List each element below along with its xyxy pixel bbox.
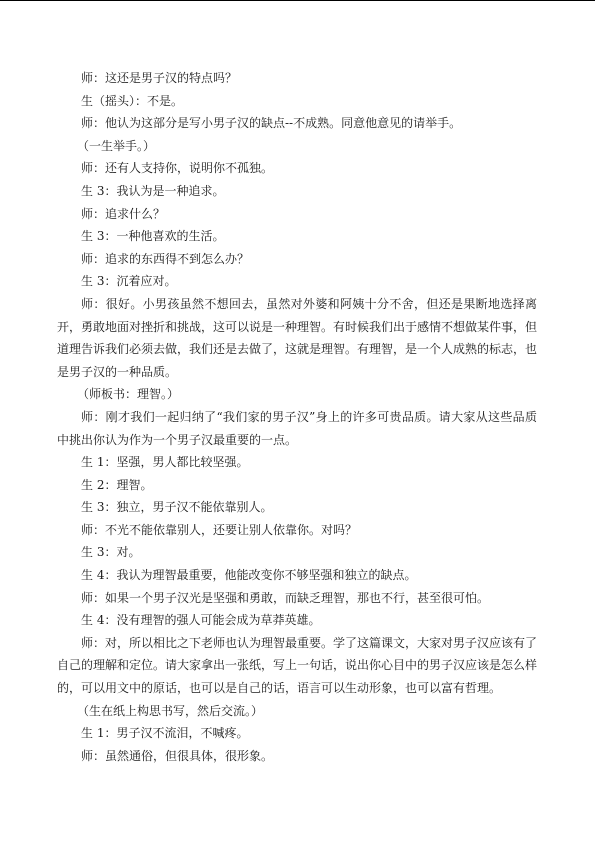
- dialogue-line: 生 3：沉着应对。: [81, 274, 177, 289]
- dialogue-line: 生 4：我认为理智最重要，他能改变你不够坚强和独立的缺点。: [81, 568, 417, 583]
- dialogue-line: 师：这还是男子汉的特点吗？: [81, 71, 238, 85]
- dialogue-line: 师：虽然通俗，但很具体，很形象。: [81, 748, 274, 763]
- stage-note: （师板书：理智。）: [77, 387, 180, 402]
- dialogue-line: 师：还有人支持你，说明你不孤独。: [81, 161, 274, 176]
- dialogue-paragraph: 师：刚才我们一起归纳了“我们家的男子汉”身上的许多可贵品质。请大家从这些品质中挑出你认为作为一个男子汉最重要的一点。: [57, 409, 537, 447]
- dialogue-line: 师：追求的东西得不到怎么办？: [81, 251, 250, 266]
- dialogue-line: 师：如果一个男子汉光是坚强和勇敢，而缺乏理智，那也不行，甚至很可怕。: [81, 590, 490, 605]
- dialogue-paragraph: 师：对，所以相比之下老师也认为理智最重要。学了这篇课文，大家对男子汉应该有了自己的理解和定位。请大家拿出一张纸，写上一句话，说出你心目中的男子汉应该是怎么样的，可以用文中的原话，也可以是自己的话，语言可以生动形象，也可以富有哲理。: [57, 635, 538, 696]
- dialogue-line: 生 3：一种他喜欢的生活。: [81, 229, 225, 244]
- stage-note: （生在纸上构思书写，然后交流。）: [77, 703, 264, 718]
- dialogue-line: 生 4：没有理智的强人可能会成为草莽英雄。: [81, 613, 321, 628]
- stage-note: （一生举手。）: [77, 138, 156, 153]
- dialogue-line: 师：他认为这部分是写小男子汉的缺点--不成熟。同意他意见的请举手。: [81, 116, 462, 131]
- document-body: [57, 67, 537, 767]
- dialogue-line: 生 2：理智。: [81, 477, 153, 492]
- dialogue-line: 生 1：坚强，男人都比较坚强。: [81, 455, 249, 470]
- dialogue-paragraph: 师：很好。小男孩虽然不想回去，虽然对外婆和阿姨十分不舍，但还是果断地选择离开，勇敢地面对挫折和挑战，这可以说是一种理智。有时候我们出于感情不想做某件事，但道理告诉我们必须去做，我们还是去做了，这就是理智。有理智，是一个人成熟的标志，也是男子汉的一种品质。: [57, 296, 538, 379]
- dialogue-line: 生（摇头）：不是。: [81, 93, 184, 108]
- dialogue-line: 师：追求什么？: [81, 206, 166, 221]
- header-rule: [0, 0, 595, 1]
- dialogue-line: 师：不光不能依靠别人，还要让别人依靠你。对吗？: [81, 522, 358, 537]
- dialogue-line: 生 3：对。: [81, 545, 141, 560]
- dialogue-line: 生 3：独立，男子汉不能依靠别人。: [81, 500, 273, 515]
- dialogue-line: 生 1：男子汉不流泪，不喊疼。: [81, 726, 249, 741]
- dialogue-line: 生 3：我认为是一种追求。: [81, 183, 225, 198]
